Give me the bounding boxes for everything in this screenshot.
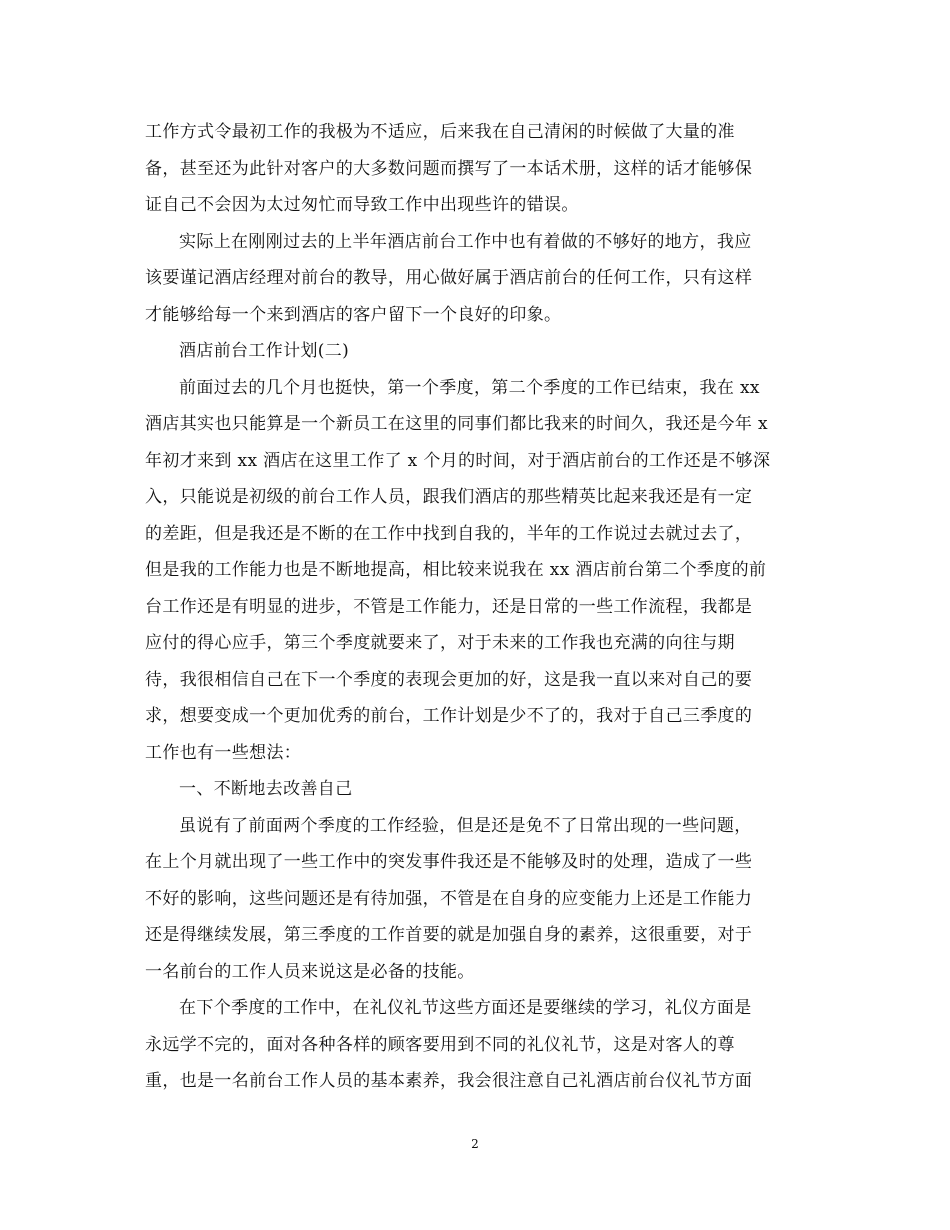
document-body [145,114,807,1100]
text-line-17: 求，想要变成一个更加优秀的前台，工作计划是少不了的，我对于自己三季度的 [145,706,753,726]
page-number: 2 [471,1137,479,1151]
text-line-2: 备，甚至还为此针对客户的大多数问题而撰写了一本话术册，这样的话才能够保 [145,158,753,179]
text-line-18: 工作也有一些想法： [145,742,302,763]
text-line-4: 实际上在刚刚过去的上半年酒店前台工作中也有着做的不够好的地方，我应 [179,231,752,252]
text-line-26: 永远学不完的，面对各种各样的顾客要用到不同的礼仪礼节，这是对客人的尊 [145,1034,735,1055]
text-line-8: 前面过去的几个月也挺快，第一个季度，第二个季度的工作已结束，我在 xx [179,377,760,398]
text-line-23: 还是得继续发展，第三季度的工作首要的就是加强自身的素养，这很重要，对于 [145,925,753,945]
text-line-14: 台工作还是有明显的进步，不管是工作能力，还是日常的一些工作流程，我都是 [145,596,753,617]
text-line-10: 年初才来到 xx 酒店在这里工作了 x 个月的时间，对于酒店前台的工作还是不够深 [145,450,771,471]
text-line-21: 在上个月就出现了一些工作中的突发事件我还是不能够及时的处理，造成了一些 [145,852,753,872]
text-line-27: 重，也是一名前台工作人员的基本素养，我会很注意自己礼酒店前台仪礼节方面 [145,1071,753,1091]
text-line-13: 但是我的工作能力也是不断地提高，相比较来说我在 xx 酒店前台第二个季度的前 [145,560,767,580]
text-line-5: 该要谨记酒店经理对前台的教导，用心做好属于酒店前台的任何工作，只有这样 [145,268,753,288]
text-line-1: 工作方式令最初工作的我极为不适应，后来我在自己清闲的时候做了大量的准 [145,122,735,142]
text-line-12: 的差距，但是我还是不断的在工作中找到自我的，半年的工作说过去就过去了， [145,523,753,544]
text-line-11: 入，只能说是初级的前台工作人员，跟我们酒店的那些精英比起来我还是有一定 [145,487,753,507]
text-line-20: 虽说有了前面两个季度的工作经验，但是还是免不了日常出现的一些问题， [179,815,752,836]
section-heading-improve-self: 一、不断地去改善自己 [179,779,353,799]
section-heading-plan-two: 酒店前台工作计划(二) [179,341,350,361]
text-line-6: 才能够给每一个来到酒店的客户留下一个良好的印象。 [145,304,562,325]
text-line-9: 酒店其实也只能算是一个新员工在这里的同事们都比我来的时间久，我还是今年 x [145,414,768,434]
text-line-15: 应付的得心应手，第三个季度就要来了，对于未来的工作我也充满的向往与期 [145,633,735,653]
text-line-24: 一名前台的工作人员来说这是必备的技能。 [145,961,475,982]
text-line-25: 在下个季度的工作中，在礼仪礼节这些方面还是要继续的学习，礼仪方面是 [179,998,752,1018]
text-line-16: 待，我很相信自己在下一个季度的表现会更加的好，这是我一直以来对自己的要 [145,669,753,690]
text-line-3: 证自己不会因为太过匆忙而导致工作中出现些许的错误。 [145,195,579,215]
text-line-22: 不好的影响，这些问题还是有待加强，不管是在自身的应变能力上还是工作能力 [145,888,753,909]
